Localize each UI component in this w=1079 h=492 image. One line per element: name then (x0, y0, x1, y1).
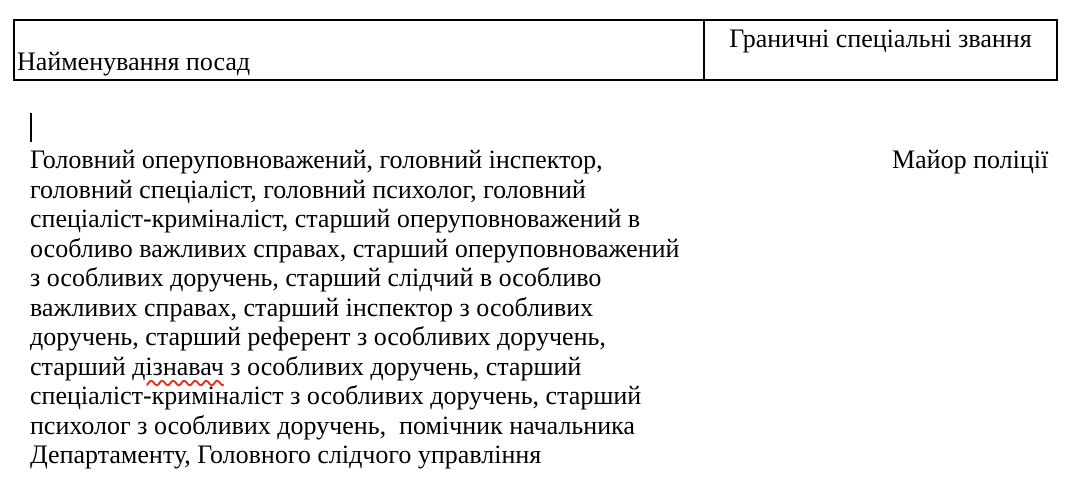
body-line[interactable]: важливих справах, старший інспектор з особливих (30, 292, 594, 322)
text-cursor (30, 113, 32, 142)
positions-paragraph[interactable] (30, 145, 679, 470)
body-line[interactable]: Головний оперуповноважений, головний інспектор, (30, 145, 603, 174)
header-cell-positions-label: Найменування посад (17, 47, 251, 76)
misspelled-word[interactable]: дізнавач (132, 351, 224, 381)
body-line[interactable]: з особливих доручень, старший слідчий в особливо (30, 263, 602, 292)
header-cell-positions[interactable] (15, 21, 705, 79)
body-line[interactable]: Департаменту, Головного слідчого управління (30, 440, 542, 469)
body-line[interactable]: головний спеціаліст, головний психолог, головний (30, 174, 586, 204)
header-cell-ranks[interactable] (705, 21, 1056, 79)
header-cell-ranks-label: Граничні спеціальні звання (729, 24, 1032, 53)
body-line[interactable]: старший дізнавач з особливих доручень, старший (30, 351, 582, 381)
body-line[interactable]: спеціаліст-криміналіст з особливих доручень, старший (30, 381, 642, 410)
body-line[interactable]: психолог з особливих доручень, помічник начальника (30, 410, 635, 440)
body-line[interactable]: спеціаліст-криміналіст, старший оперуповноважений в (30, 204, 641, 233)
body-line[interactable]: доручень, старший референт з особливих доручень, (30, 322, 606, 351)
positions-table-header-row (13, 19, 1058, 81)
rank-text[interactable]: Майор поліції (892, 145, 1049, 174)
body-line[interactable]: особливо важливих справах, старший оперуповноважений (30, 233, 680, 263)
